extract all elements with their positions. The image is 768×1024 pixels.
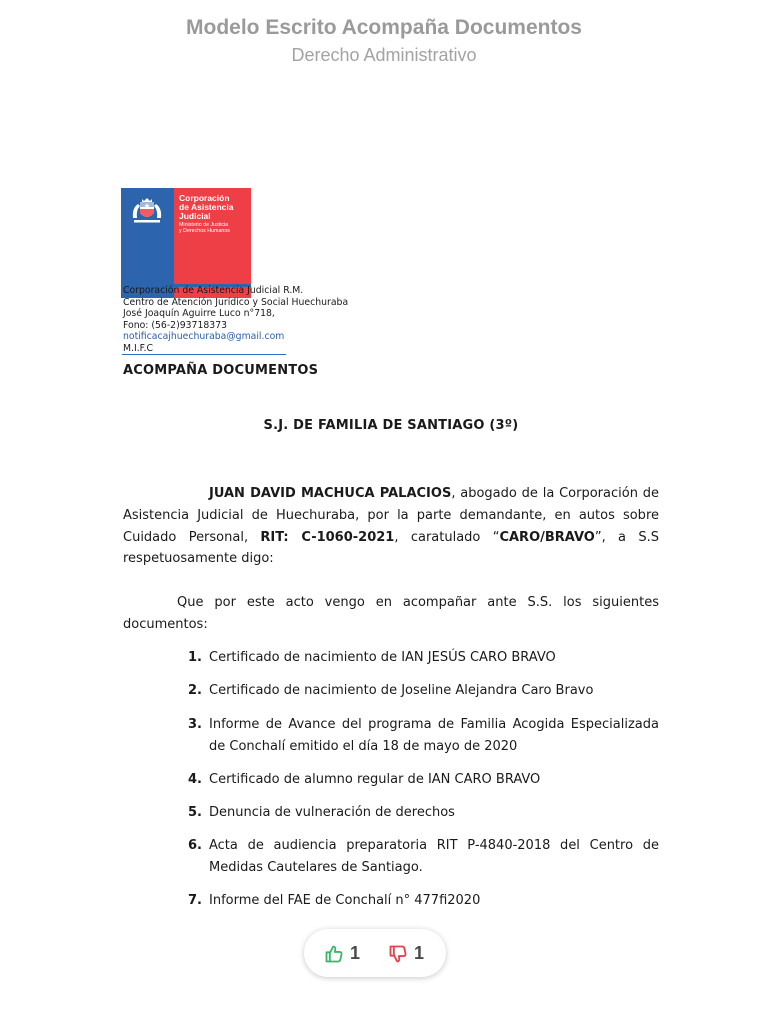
sender-org: Corporación de Asistencia Judicial R.M. [123,285,304,296]
downvote-count: 1 [414,943,425,963]
list-item: 3. Informe de Avance del programa de Familia Acogida Especializada de Conchalí emitido el día 18 de mayo de 2020 [188,717,659,754]
sender-divider [122,354,286,355]
document-subtitle: Derecho Administrativo [291,45,477,65]
sender-center: Centro de Atención Jurídico y Social Huechuraba [123,296,349,308]
vote-widget [304,929,446,977]
logo-red-panel [174,188,251,298]
logo-ministry-text: Ministerio de Justicia y Derechos Humanos [179,222,230,234]
request-paragraph: Que por este acto vengo en acompañar ante S.S. los siguientes documentos: [123,595,659,632]
list-item: 7. Informe del FAE de Conchalí n° 477fi2020 [188,893,481,908]
coat-of-arms-icon [127,196,167,226]
list-item: 1. Certificado de nacimiento de IAN JESÚS CARO BRAVO [188,650,556,665]
list-item: 4. Certificado de alumno regular de IAN CARO BRAVO [188,772,541,787]
logo-wordmark: Corporación de Asistencia Judicial [179,193,234,221]
document-title: Modelo Escrito Acompaña Documentos [186,16,582,39]
cajrm-logo [121,188,251,298]
logo-blue-panel [121,188,174,298]
downvote-button[interactable] [388,943,424,964]
thumbs-up-icon [324,944,344,964]
list-item: 2. Certificado de nacimiento de Joseline Alejandra Caro Bravo [188,683,594,698]
intro-paragraph: JUAN DAVID MACHUCA PALACIOS, abogado de la Corporación de Asistencia Judicial de Huechuraba, por la parte demandante, en autos sobre Cuidado Personal, RIT: C-1060-2021, caratulado “CARO/BRAVO”, a S.S respetuosamente digo: [123,486,660,567]
upvote-count: 1 [350,943,361,963]
court-heading: S.J. DE FAMILIA DE SANTIAGO (3º) [263,418,519,433]
sender-address: José Joaquín Aguirre Luco n°718, [123,308,275,320]
sender-phone: Fono: (56-2)93718373 [123,319,228,331]
case-caption: CARO/BRAVO [499,529,595,545]
sender-email-link[interactable]: notificacajhuechuraba@gmail.com [123,331,285,343]
case-rit: RIT: C-1060-2021 [260,529,395,545]
document-heading: ACOMPAÑA DOCUMENTOS [123,363,319,378]
sender-initials: M.I.F.C [123,342,153,354]
lawyer-name: JUAN DAVID MACHUCA PALACIOS [209,486,452,501]
list-item: 6. Acta de audiencia preparatoria RIT P-4840-2018 del Centro de Medidas Cautelares de Santiago. [188,838,659,875]
upvote-button[interactable] [324,943,360,964]
list-item: 5. Denuncia de vulneración de derechos [188,805,455,820]
sender-block [123,285,348,355]
thumbs-down-icon [388,944,408,964]
